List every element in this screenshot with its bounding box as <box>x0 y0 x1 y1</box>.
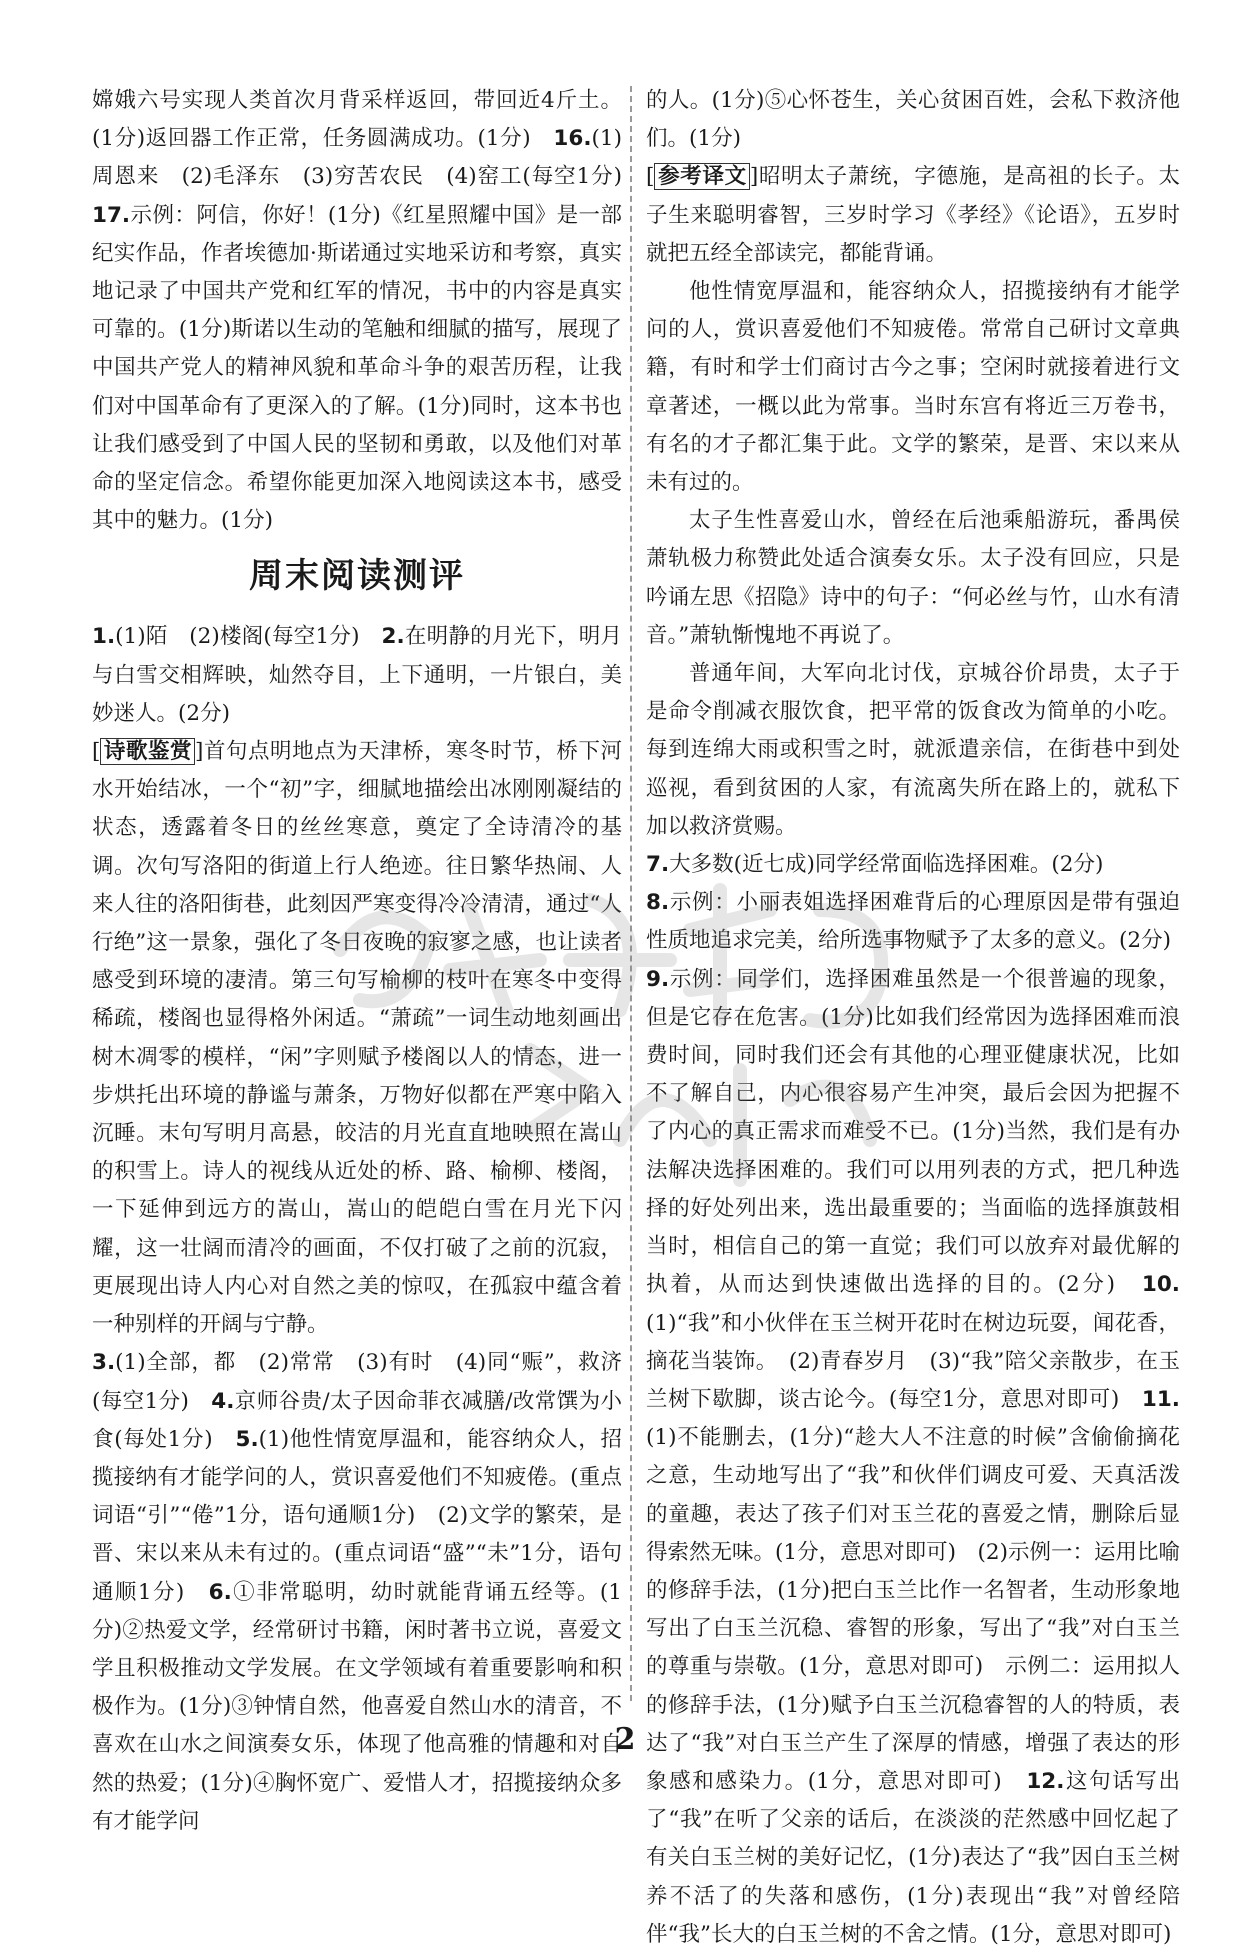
question-number: 5. <box>235 1426 259 1452</box>
intro-paragraph: 嫦娥六号实现人类首次月背采样返回，带回近4斤土。(1分)返回器工作正常，任务圆满成功。(1分) 16.(1)周恩来 (2)毛泽东 (3)穷苦农民 (4)窑工(每空1分) 17.示例：阿信，你好！(1分)《红星照耀中国》是一部纪实作品，作者埃德加·斯诺通过实地采访和考察，真实地记录了中国共产党和红军的情况，书中的内容是真实可靠的。(1分)斯诺以生动的笔触和细腻的描写，展现了中国共产党人的精神风貌和革命斗争的艰苦历程，让我们对中国革命有了更深入的了解。(1分)同时，这本书也让我们感受到了中国人民的坚韧和勇敢，以及他们对革命的坚定信念。希望你能更加深入地阅读这本书，感受其中的魅力。(1分) <box>92 88 622 534</box>
question-number: 16. <box>553 126 592 152</box>
translation-paragraph-2: 他性情宽厚温和，能容纳众人，招揽接纳有才能学问的人，赏识喜爱他们不知疲倦。常常自己研讨文章典籍，有时和学士们商讨古今之事；空闲时就接着进行文章著述，一概以此为常事。当时东宫有将近三万卷书，有名的才子都汇集于此。文学的繁荣，是晋、宋以来从未有过的。 <box>646 279 1180 496</box>
answer-text: (1)陌 (2)楼阁(每空1分) <box>115 624 360 650</box>
answer-text: (1)全部，都 (2)常常 (3)有时 (4)同“赈”，救济(每空1分) <box>92 1350 622 1414</box>
translation-paragraph-1: [ 参考译文 ]昭明太子萧统，字德施，是高祖的长子。太子生来聪明睿智，三岁时学习《孝经》《论语》，五岁时就把五经全部读完，都能背诵。 <box>646 164 1180 266</box>
question-number: 9. <box>646 966 670 992</box>
question-number: 12. <box>1026 1768 1065 1794</box>
question-number: 6. <box>208 1579 232 1605</box>
answer-text: (1)周恩来 (2)毛泽东 (3)穷苦农民 (4)窑工(每空1分) <box>92 126 622 190</box>
right-column <box>646 82 1180 1954</box>
question-number: 2. <box>381 624 405 650</box>
answer-text: (1)不能删去，(1分)“趁大人不注意的时候”含偷偷摘花之意，生动地写出了“我”和伙伴们调皮可爱、天真活泼的童趣，表达了孩子们对玉兰花的喜爱之情，删除后显得索然无味。(1分，意思对即可) (2)示例一：运用比喻的修辞手法，(1分)把白玉兰比作一名智者，生动形象地写出了白玉兰沉稳、睿智的形象，写出了“我”对白玉兰的尊重与崇敬。(1分，意思对即可) 示例二：运用拟人的修辞手法，(1分)赋予白玉兰沉稳睿智的人的特质，表达了“我”对白玉兰产生了深厚的情感，增强了表达的形象感和感染力。(1分，意思对即可) <box>646 1425 1180 1794</box>
translation-paragraph-3: 太子生性喜爱山水，曾经在后池乘船游玩，番禺侯萧轨极力称赞此处适合演奏女乐。太子没有回应，只是吟诵左思《招隐》诗中的句子：“何必丝与竹，山水有清音。”萧轨惭愧地不再说了。 <box>646 508 1180 648</box>
answer-text: 示例：小丽表姐选择困难背后的心理原因是带有强迫性质地追求完美，给所选事物赋予了太多的意义。(2分) <box>646 890 1180 954</box>
translation-paragraph-4: 普通年间，大军向北讨伐，京城谷价昂贵，太子于是命令削减衣服饮食，把平常的饭食改为简单的小吃。每到连绵大雨或积雪之时，就派遣亲信，在街巷中到处巡视，看到贫困的人家，有流离失所在路上的，就私下加以救济赏赐。 <box>646 661 1180 839</box>
question-number: 4. <box>211 1388 235 1414</box>
column-divider <box>630 86 632 1701</box>
question-number: 1. <box>92 624 116 650</box>
answer-text: 在明静的月光下，明月与白雪交相辉映，灿然夺目，上下通明，一片银白，美妙迷人。(2分) <box>92 624 622 726</box>
question-number: 10. <box>1141 1272 1180 1298</box>
answer-q1-q2 <box>92 618 622 733</box>
answer-text: 这句话写出了“我”在听了父亲的话后，在淡淡的茫然感中回忆起了有关白玉兰树的美好记忆，(1分)表达了“我”因白玉兰树养不活了的失落和感伤，(1分)表现出“我”对曾经陪伴“我”长大的白玉兰树的不舍之情。(1分，意思对即可) <box>646 1768 1180 1947</box>
answer-text: 示例：阿信，你好！(1分)《红星照耀中国》是一部纪实作品，作者埃德加·斯诺通过实地采访和考察，真实地记录了中国共产党和红军的情况，书中的内容是真实可靠的。(1分)斯诺以生动的笔触和细腻的描写，展现了中国共产党人的精神风貌和革命斗争的艰苦历程，让我们对中国革命有了更深入的了解。(1分)同时，这本书也让我们感受到了中国人民的坚韧和勇敢，以及他们对革命的坚定信念。希望你能更加深入地阅读这本书，感受其中的魅力。(1分) <box>92 202 622 534</box>
answer-q8 <box>646 884 1180 960</box>
q6-continuation: 的人。(1分)⑤心怀苍生，关心贫困百姓，会私下救济他们。(1分) <box>646 88 1180 152</box>
translation-tag: 参考译文 <box>654 163 749 190</box>
answer-q7 <box>646 846 1180 884</box>
answer-text: (1)他性情宽厚温和，能容纳众人，招揽接纳有才能学问的人，赏识喜爱他们不知疲倦。(重点词语“引”“倦”1分，语句通顺1分) (2)文学的繁荣，是晋、宋以来从未有过的。(重点词语“盛”“未”1分，语句通顺1分) <box>92 1426 622 1605</box>
answer-text: ①非常聪明，幼时就能背诵五经等。(1分)②热爱文学，经常研讨书籍，闲时著书立说，喜爱文学且积极推动文学发展。在文学领域有着重要影响和积极作为。(1分)③钟情自然，他喜爱自然山水的清音，不喜欢在山水之间演奏女乐，体现了他高雅的情趣和对自然的热爱；(1分)④胸怀宽广、爱惜人才，招揽接纳众多有才能学问 <box>92 1579 622 1834</box>
left-column <box>92 82 622 1841</box>
poetry-tag: 诗歌鉴赏 <box>100 738 195 765</box>
page-number: 2 <box>614 1722 636 1757</box>
question-number: 8. <box>646 890 670 916</box>
answer-q3-q6 <box>92 1344 622 1841</box>
answer-text: (1)“我”和小伙伴在玉兰树开花时在树边玩耍，闻花香，摘花当装饰。 (2)青春岁月 (3)“我”陪父亲散步，在玉兰树下歇脚，谈古论今。(每空1分，意思对即可) <box>646 1310 1180 1412</box>
question-number: 17. <box>92 202 131 228</box>
poetry-appreciation: [ 诗歌鉴赏 ]首句点明地点为天津桥，寒冬时节，桥下河水开始结冰，一个“初”字，细腻地描绘出冰刚刚凝结的状态，透露着冬日的丝丝寒意，奠定了全诗清冷的基调。次句写洛阳的街道上行人绝迹。往日繁华热闹、人来人往的洛阳街巷，此刻因严寒变得冷冷清清，通过“人行绝”这一景象，强化了冬日夜晚的寂寥之感，也让读者感受到环境的凄清。第三句写榆柳的枝叶在寒冬中变得稀疏，楼阁也显得格外闲适。“萧疏”一词生动地刻画出树木凋零的模样，“闲”字则赋予楼阁以人的情态，进一步烘托出环境的静谧与萧条，万物好似都在严寒中陷入沉睡。末句写明月高悬，皎洁的月光直直地映照在嵩山的积雪上。诗人的视线从近处的桥、路、榆柳、楼阁，一下延伸到远方的嵩山，嵩山的皑皑白雪在月光下闪耀，这一壮阔而清冷的画面，不仅打破了之前的沉寂，更展现出诗人内心对自然之美的惊叹，在孤寂中蕴含着一种别样的开阔与宁静。 <box>92 739 622 1338</box>
question-number: 11. <box>1141 1386 1180 1412</box>
answer-text: 京师谷贵/太子因命菲衣减膳/改常馔为小食(每处1分) <box>92 1388 622 1452</box>
question-number: 7. <box>646 852 670 878</box>
answer-text: 示例：同学们，选择困难虽然是一个很普遍的现象，但是它存在危害。(1分)比如我们经常因为选择困难而浪费时间，同时我们还会有其他的心理亚健康状况，比如不了解自己，内心很容易产生冲突，最后会因为把握不了内心的真正需求而难受不已。(1分)当然，我们是有办法解决选择困难的。我们可以用列表的方式，把几种选择的好处列出来，选出最重要的；当面临的选择旗鼓相当时，相信自己的第一直觉；我们可以放弃对最优解的执着，从而达到快速做出选择的目的。(2分) <box>646 966 1180 1298</box>
answer-q9-q12 <box>646 961 1180 1954</box>
answer-text: 大多数(近七成)同学经常面临选择困难。(2分) <box>669 852 1104 878</box>
section-title: 周末阅读测评 <box>249 556 465 597</box>
poetry-text: 首句点明地点为天津桥，寒冬时节，桥下河水开始结冰，一个“初”字，细腻地描绘出冰刚刚凝结的状态，透露着冬日的丝丝寒意，奠定了全诗清冷的基调。次句写洛阳的街道上行人绝迹。往日繁华热闹、人来人往的洛阳街巷，此刻因严寒变得冷冷清清，通过“人行绝”这一景象，强化了冬日夜晚的寂寥之感，也让读者感受到环境的凄清。第三句写榆柳的枝叶在寒冬中变得稀疏，楼阁也显得格外闲适。“萧疏”一词生动地刻画出树木凋零的模样，“闲”字则赋予楼阁以人的情态，进一步烘托出环境的静谧与萧条，万物好似都在严寒中陷入沉睡。末句写明月高悬，皎洁的月光直直地映照在嵩山的积雪上。诗人的视线从近处的桥、路、榆柳、楼阁，一下延伸到远方的嵩山，嵩山的皑皑白雪在月光下闪耀，这一壮阔而清冷的画面，不仅打破了之前的沉寂，更展现出诗人内心对自然之美的惊叹，在孤寂中蕴含着一种别样的开阔与宁静。 <box>92 739 622 1338</box>
question-number: 3. <box>92 1350 116 1376</box>
